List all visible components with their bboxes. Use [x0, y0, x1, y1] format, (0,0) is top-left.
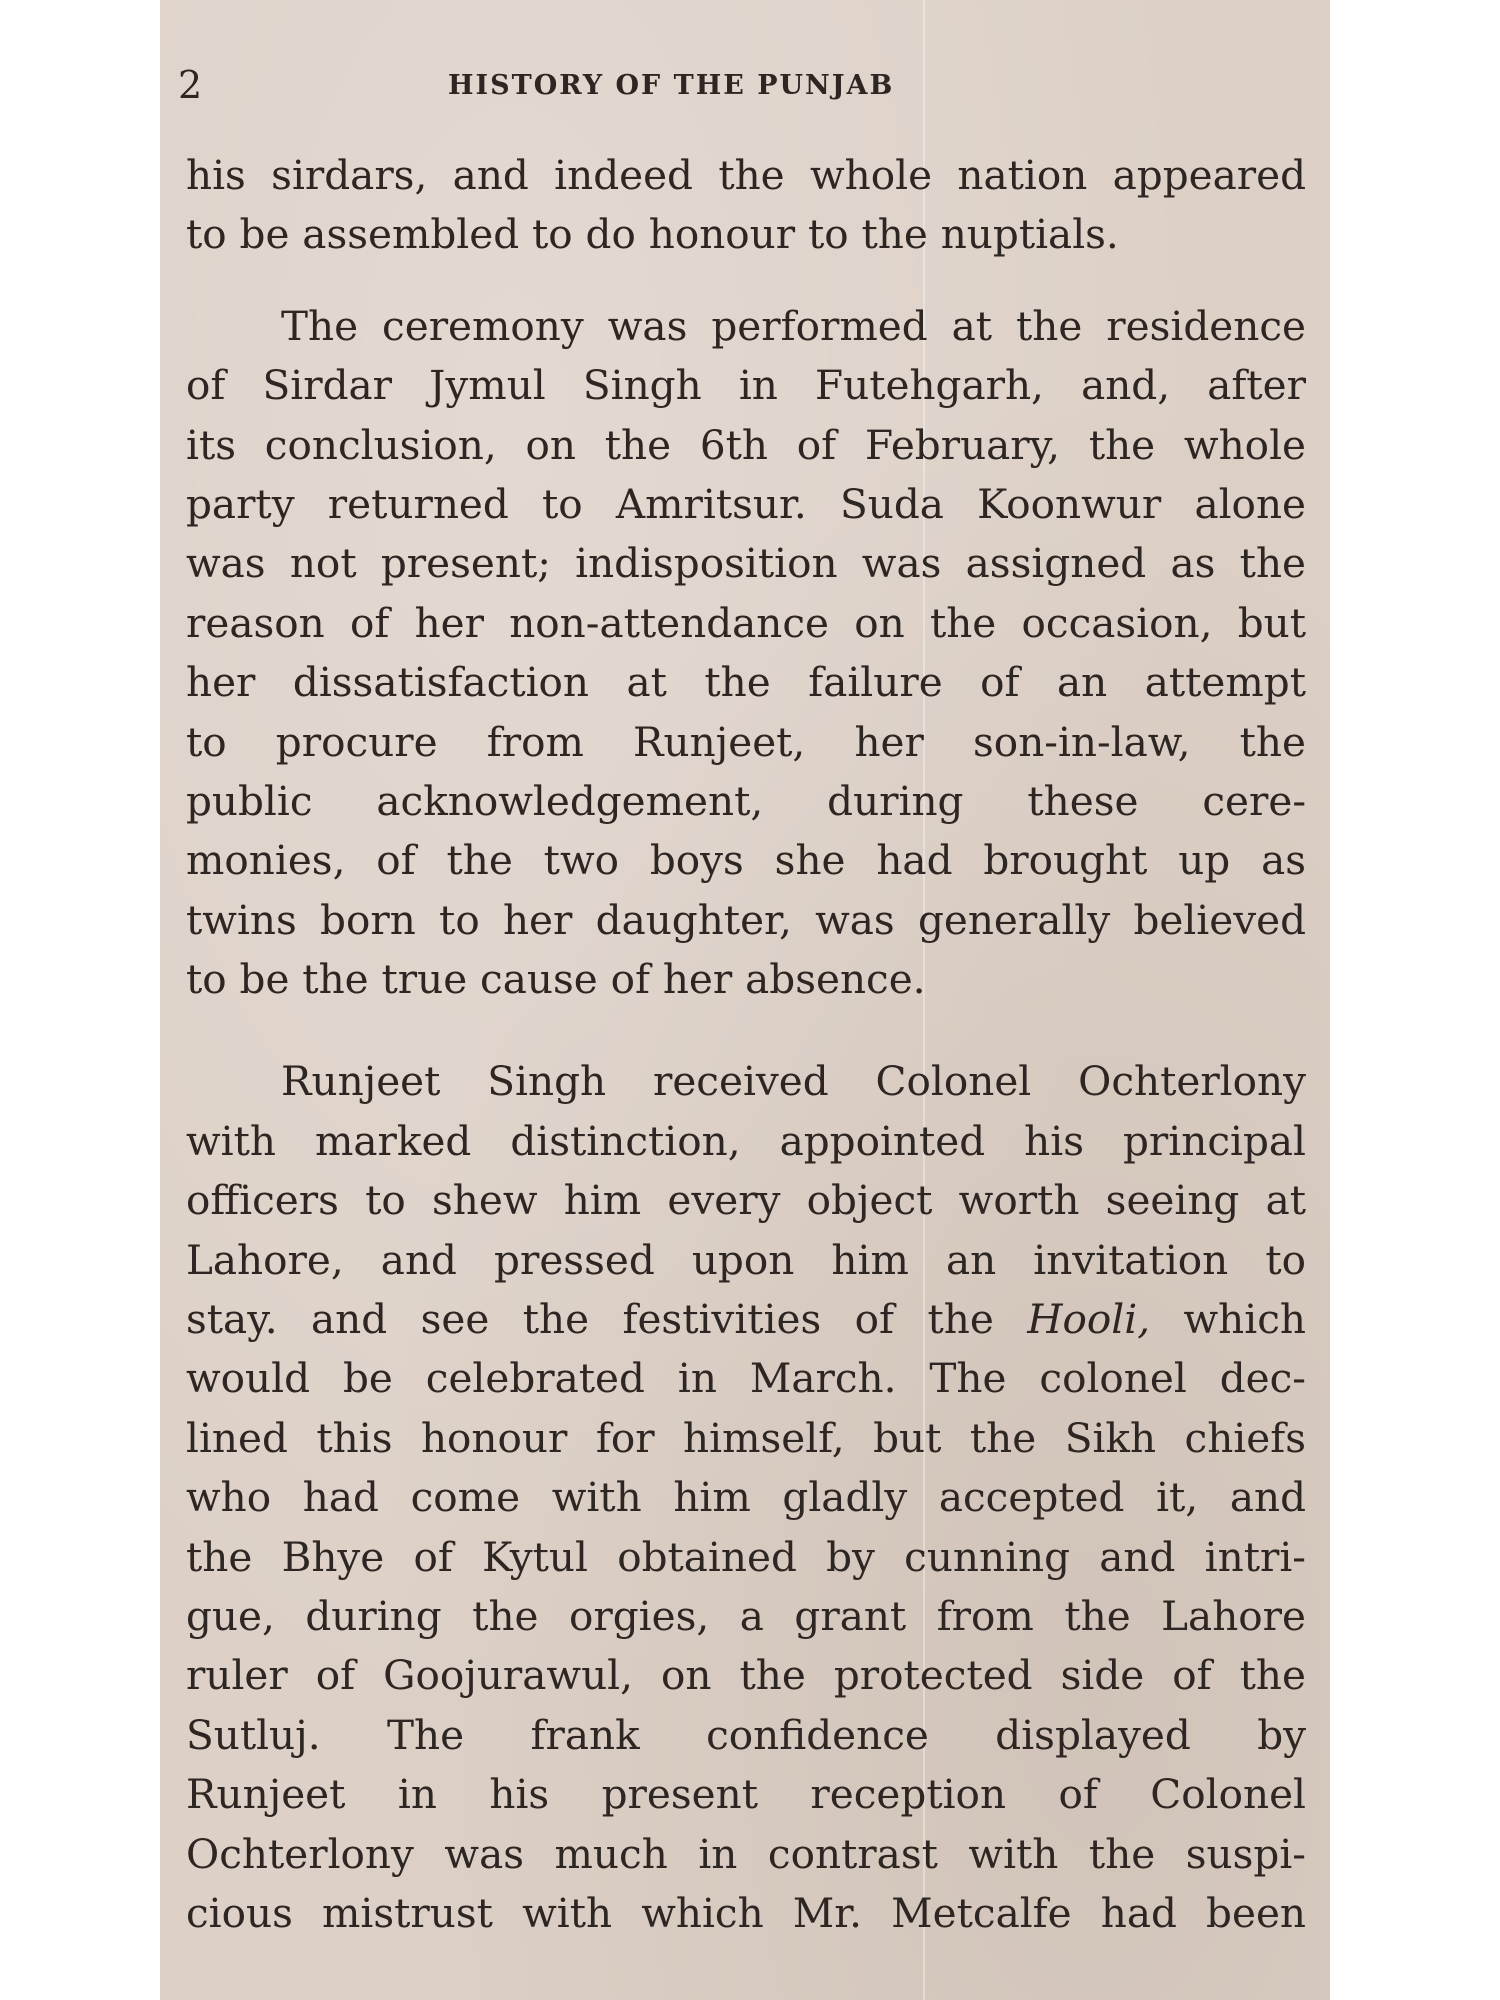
text-line: ruler of Goojurawul, on the protected side of the [186, 1651, 1306, 1700]
text-line: Runjeet in his present reception of Colonel [186, 1770, 1306, 1819]
text-line: her dissatisfaction at the failure of an attempt [186, 658, 1306, 707]
text-line: was not present; indisposition was assigned as the [186, 539, 1306, 588]
text-line: cious mistrust with which Mr. Metcalfe had been [186, 1888, 1306, 1937]
text-line-with-italic [186, 1290, 1306, 1349]
running-head: HISTORY OF THE PUNJAB [448, 70, 895, 101]
text-line: its conclusion, on the 6th of February, the whole [186, 420, 1306, 469]
text-line: reason of her non-attendance on the occasion, but [186, 598, 1306, 647]
italic-term: Hooli, [1027, 1295, 1151, 1344]
paragraph-1 [186, 146, 1306, 265]
text-line: Runjeet Singh received Colonel Ochterlony [281, 1057, 1306, 1106]
text-line: officers to shew him every object worth seeing at [186, 1176, 1306, 1225]
text-line: monies, of the two boys she had brought up as [186, 836, 1306, 885]
text-line: Ochterlony was much in contrast with the suspi- [186, 1829, 1306, 1878]
text-line: to procure from Runjeet, her son-in-law, the [186, 717, 1306, 766]
text-line: Sutluj. The frank confidence displayed by [186, 1710, 1306, 1759]
text-line: party returned to Amritsur. Suda Koonwur alone [186, 479, 1306, 528]
text-line: public acknowledgement, during these cere- [186, 776, 1306, 825]
paragraph-3 [186, 1052, 1306, 1943]
text-line: his sirdars, and indeed the whole nation appeared [186, 151, 1306, 199]
line-text: stay. and see the festivities of the [186, 1295, 994, 1344]
text-line: of Sirdar Jymul Singh in Futehgarh, and, after [186, 361, 1306, 410]
page-number: 2 [178, 63, 203, 107]
paragraph-2 [186, 297, 1306, 1010]
text-line: to be assembled to do honour to the nuptials. [186, 210, 1119, 259]
text-line: would be celebrated in March. The colonel dec- [186, 1354, 1306, 1403]
text-line: The ceremony was performed at the residence [281, 301, 1306, 350]
text-line: the Bhye of Kytul obtained by cunning and intri- [186, 1532, 1306, 1581]
text-line: gue, during the orgies, a grant from the Lahore [186, 1591, 1306, 1640]
body-text [186, 146, 1306, 1943]
text-line: lined this honour for himself, but the Sikh chiefs [186, 1413, 1306, 1462]
text-line: twins born to her daughter, was generally believed [186, 895, 1306, 944]
text-line: who had come with him gladly accepted it, and [186, 1473, 1306, 1522]
page-header [178, 60, 1318, 110]
text-line: to be the true cause of her absence. [186, 955, 926, 1004]
line-text: which [1183, 1295, 1306, 1344]
book-page [160, 0, 1330, 2000]
text-line: with marked distinction, appointed his principal [186, 1116, 1306, 1165]
text-line: Lahore, and pressed upon him an invitation to [186, 1235, 1306, 1284]
